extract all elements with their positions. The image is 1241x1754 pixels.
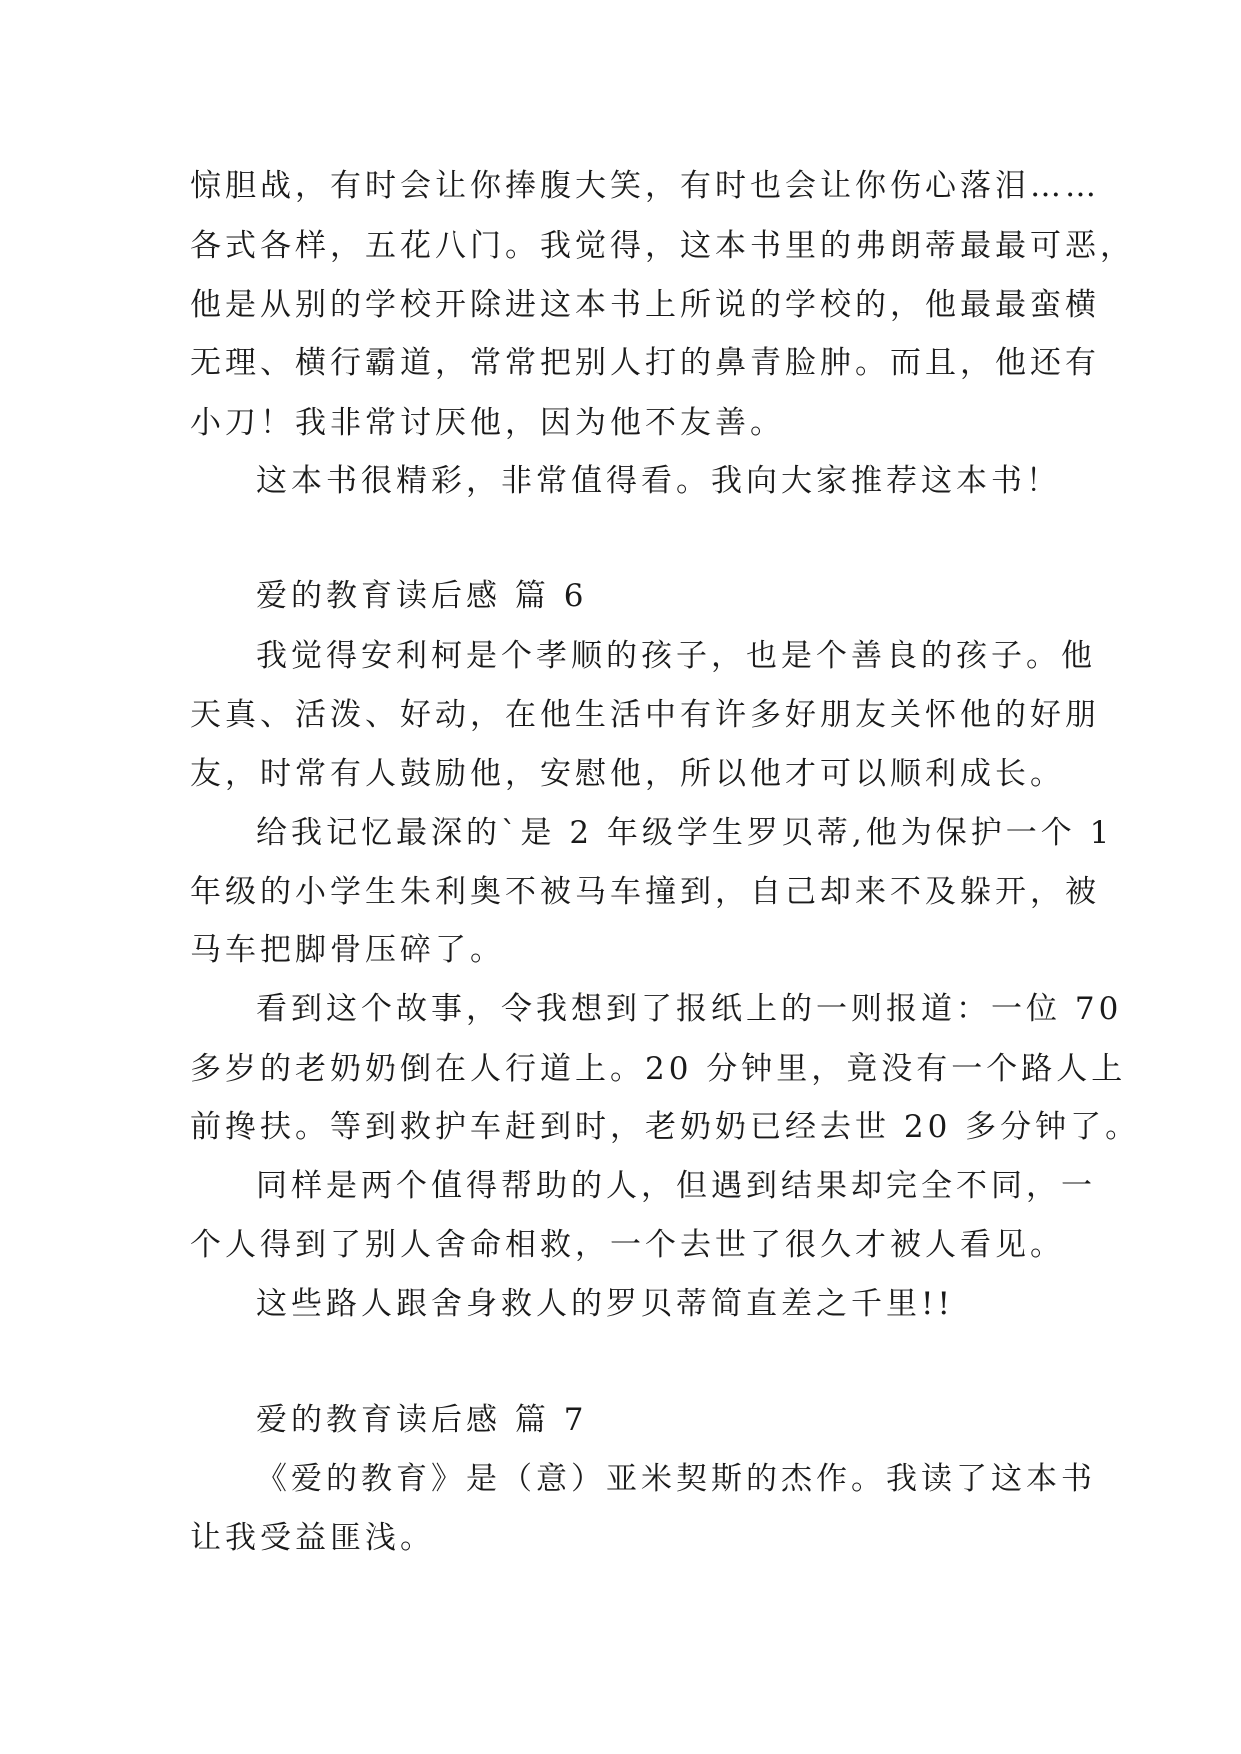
paragraph-line: 让我受益匪浅。 xyxy=(190,1520,435,1556)
paragraph-line: 友，时常有人鼓励他，安慰他，所以他才可以顺利成长。 xyxy=(190,756,1065,792)
paragraph-line: 年级的小学生朱利奥不被马车撞到，自己却来不及躲开，被 xyxy=(190,874,1100,910)
paragraph-line: 给我记忆最深的`是 2 年级学生罗贝蒂,他为保护一个 1 xyxy=(256,815,1114,851)
paragraph-line: 多岁的老奶奶倒在人行道上。20 分钟里，竟没有一个路人上 xyxy=(190,1051,1127,1087)
paragraph-line: 《爱的教育》是（意）亚米契斯的杰作。我读了这本书 xyxy=(256,1461,1096,1497)
section-heading: 爱的教育读后感 篇 6 xyxy=(256,578,588,614)
paragraph-line: 天真、活泼、好动，在他生活中有许多好朋友关怀他的好朋 xyxy=(190,697,1100,733)
paragraph-line: 前搀扶。等到救护车赶到时，老奶奶已经去世 20 多分钟了。 xyxy=(190,1109,1141,1145)
paragraph-line: 个人得到了别人舍命相救，一个去世了很久才被人看见。 xyxy=(190,1227,1065,1263)
paragraph-line: 马车把脚骨压碎了。 xyxy=(190,932,505,968)
paragraph-line: 我觉得安利柯是个孝顺的孩子，也是个善良的孩子。他 xyxy=(256,638,1096,674)
section-heading: 爱的教育读后感 篇 7 xyxy=(256,1402,588,1438)
paragraph-line: 这些路人跟舍身救人的罗贝蒂简直差之千里!! xyxy=(256,1286,954,1322)
paragraph-line: 惊胆战，有时会让你捧腹大笑，有时也会让你伤心落泪…… xyxy=(190,168,1100,204)
paragraph-line: 无理、横行霸道，常常把别人打的鼻青脸肿。而且，他还有 xyxy=(190,345,1100,381)
paragraph-line: 这本书很精彩，非常值得看。我向大家推荐这本书！ xyxy=(256,463,1061,499)
paragraph-line: 小刀！我非常讨厌他，因为他不友善。 xyxy=(190,405,785,441)
paragraph-line: 看到这个故事，令我想到了报纸上的一则报道：一位 70 xyxy=(256,991,1123,1027)
paragraph-line: 各式各样，五花八门。我觉得，这本书里的弗朗蒂最最可恶， xyxy=(190,228,1135,264)
paragraph-line: 同样是两个值得帮助的人，但遇到结果却完全不同，一 xyxy=(256,1168,1096,1204)
paragraph-line: 他是从别的学校开除进这本书上所说的学校的，他最最蛮横 xyxy=(190,287,1100,323)
